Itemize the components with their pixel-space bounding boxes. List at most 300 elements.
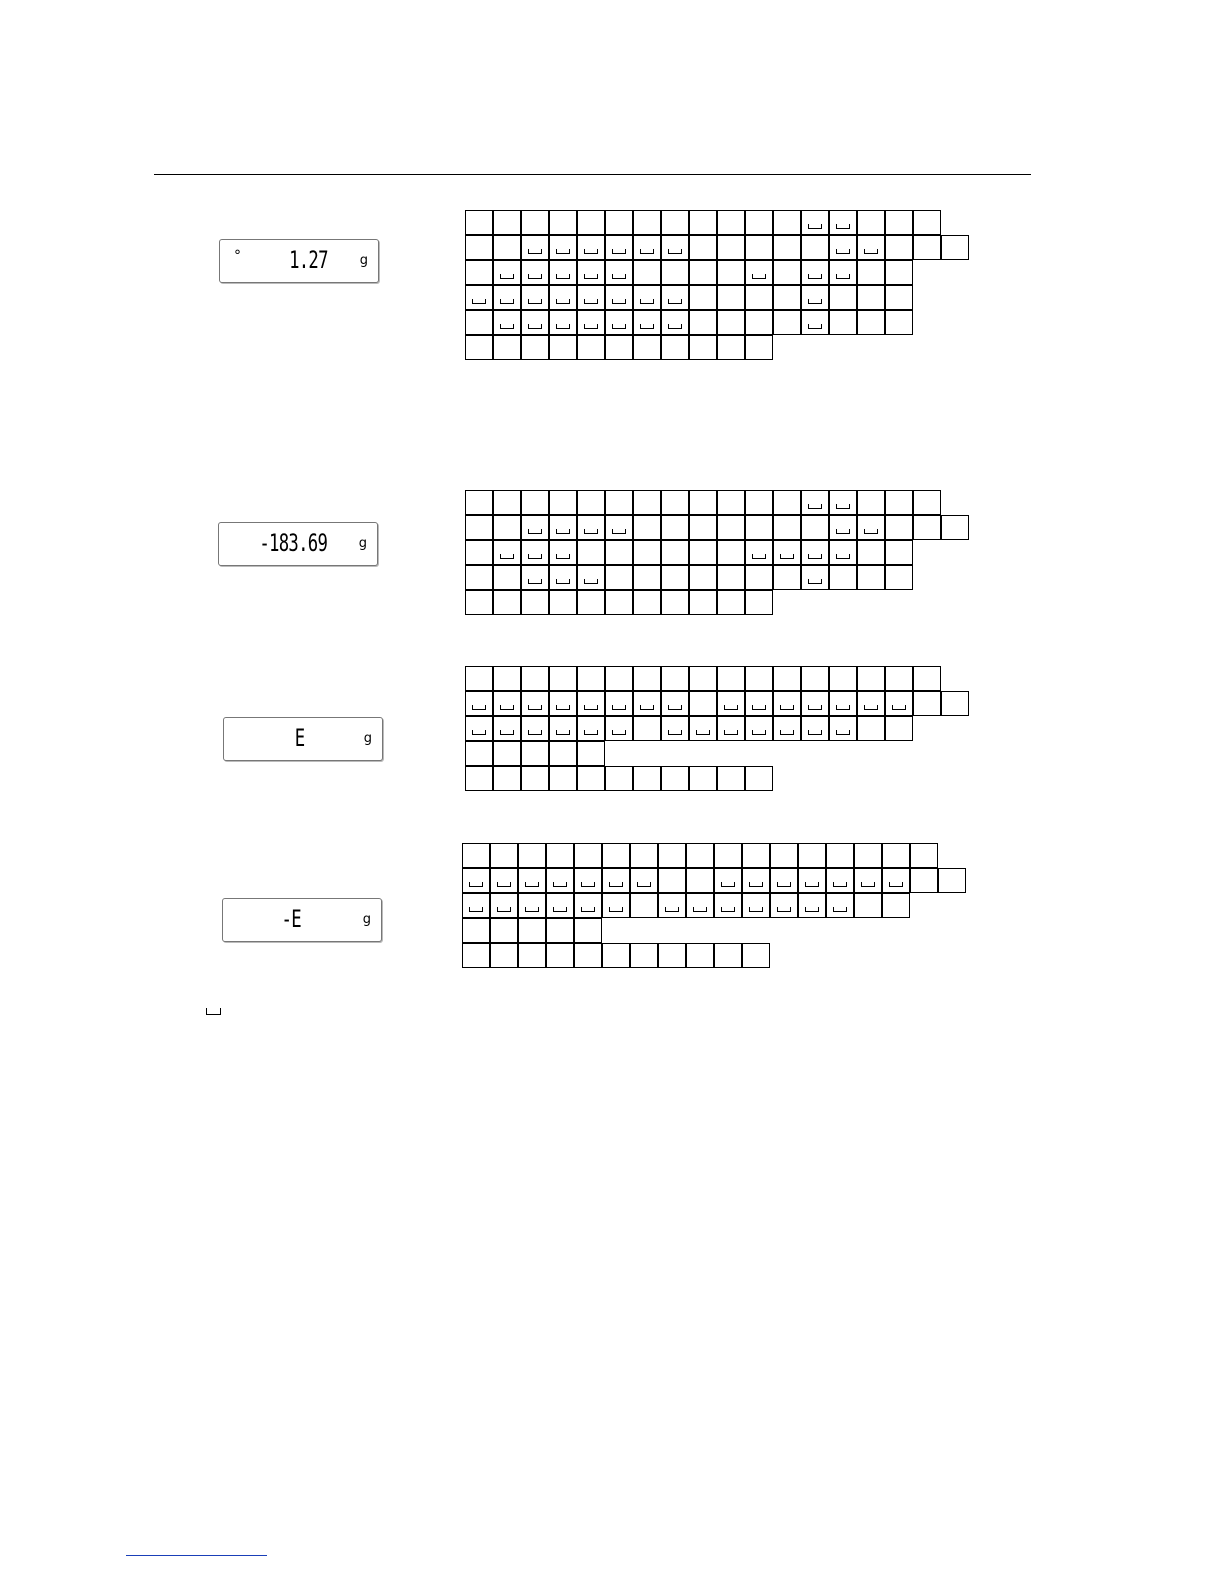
space-character-icon	[752, 274, 766, 279]
char-cell	[549, 565, 577, 590]
char-cell	[465, 691, 493, 716]
space-character-icon	[808, 705, 822, 710]
char-cell	[661, 235, 689, 260]
char-cell	[689, 260, 717, 285]
char-cell	[602, 893, 630, 918]
char-cell	[546, 893, 574, 918]
space-character-icon	[528, 529, 542, 534]
char-cell	[633, 285, 661, 310]
char-cell	[801, 285, 829, 310]
char-cell	[549, 210, 577, 235]
space-character-icon	[528, 579, 542, 584]
lcd-display-2	[218, 522, 378, 566]
char-cell	[801, 515, 829, 540]
space-character-icon	[584, 299, 598, 304]
char-cell	[493, 590, 521, 615]
space-character-icon	[668, 299, 682, 304]
char-cell	[493, 235, 521, 260]
space-character-icon	[668, 730, 682, 735]
char-cell	[465, 515, 493, 540]
char-cell	[465, 590, 493, 615]
char-cell	[605, 235, 633, 260]
char-cell	[773, 691, 801, 716]
char-cell	[770, 893, 798, 918]
char-cell	[714, 943, 742, 968]
space-character-icon	[528, 299, 542, 304]
space-character-icon	[640, 324, 654, 329]
space-character-icon	[528, 705, 542, 710]
char-cell	[521, 716, 549, 741]
char-cell	[829, 210, 857, 235]
char-cell	[493, 741, 521, 766]
char-cell	[577, 260, 605, 285]
char-cell	[770, 868, 798, 893]
char-cell	[910, 868, 938, 893]
space-character-icon	[469, 907, 483, 912]
char-cell	[913, 691, 941, 716]
char-cell	[658, 943, 686, 968]
char-cell	[521, 285, 549, 310]
char-cell	[826, 843, 854, 868]
space-character-icon	[836, 224, 850, 229]
char-cell	[546, 843, 574, 868]
char-cell	[521, 666, 549, 691]
char-cell	[493, 540, 521, 565]
char-cell	[602, 843, 630, 868]
char-cell	[717, 285, 745, 310]
char-cell	[661, 335, 689, 360]
char-cell	[717, 210, 745, 235]
display-reading: E	[294, 724, 304, 752]
space-character-icon	[206, 1008, 221, 1015]
char-cell	[577, 766, 605, 791]
char-cell	[605, 515, 633, 540]
space-character-icon	[668, 705, 682, 710]
char-cell	[605, 716, 633, 741]
char-cell	[689, 540, 717, 565]
char-cell	[465, 540, 493, 565]
char-cell	[801, 540, 829, 565]
char-cell	[658, 868, 686, 893]
space-character-icon	[668, 249, 682, 254]
char-cell	[633, 716, 661, 741]
char-cell	[857, 260, 885, 285]
char-cell	[885, 210, 913, 235]
space-character-icon	[612, 274, 626, 279]
char-cell	[462, 918, 490, 943]
char-cell	[605, 565, 633, 590]
char-cell	[717, 260, 745, 285]
char-cell	[493, 210, 521, 235]
char-cell	[661, 490, 689, 515]
space-character-icon	[500, 324, 514, 329]
char-cell	[577, 490, 605, 515]
stable-indicator-icon: °	[234, 248, 241, 264]
char-cell	[801, 716, 829, 741]
char-cell	[549, 490, 577, 515]
char-cell	[689, 515, 717, 540]
char-cell	[605, 590, 633, 615]
space-character-icon	[556, 705, 570, 710]
char-cell	[630, 843, 658, 868]
space-character-icon	[556, 249, 570, 254]
char-cell	[465, 210, 493, 235]
space-character-icon	[808, 224, 822, 229]
char-cell	[689, 210, 717, 235]
space-character-icon	[833, 882, 847, 887]
char-cell	[465, 666, 493, 691]
char-cell	[773, 716, 801, 741]
char-cell	[549, 741, 577, 766]
char-cell	[801, 666, 829, 691]
char-cell	[521, 515, 549, 540]
char-cell	[605, 766, 633, 791]
char-cell	[801, 210, 829, 235]
char-cell	[605, 691, 633, 716]
char-cell	[885, 490, 913, 515]
space-character-icon	[556, 324, 570, 329]
space-character-icon	[836, 554, 850, 559]
char-cell	[546, 943, 574, 968]
char-cell	[829, 285, 857, 310]
char-cell	[577, 285, 605, 310]
char-cell	[493, 691, 521, 716]
char-cell	[658, 843, 686, 868]
char-cell	[689, 310, 717, 335]
char-cell	[518, 843, 546, 868]
char-cell	[714, 893, 742, 918]
char-cell	[549, 691, 577, 716]
char-cell	[521, 565, 549, 590]
space-character-icon	[528, 324, 542, 329]
char-cell	[829, 260, 857, 285]
char-cell	[689, 285, 717, 310]
char-cell	[633, 540, 661, 565]
char-cell	[630, 868, 658, 893]
space-character-icon	[777, 882, 791, 887]
char-cell	[605, 666, 633, 691]
char-cell	[885, 515, 913, 540]
space-character-icon	[805, 882, 819, 887]
char-cell	[633, 335, 661, 360]
char-cell	[605, 540, 633, 565]
display-unit: g	[362, 912, 371, 927]
space-character-icon	[752, 554, 766, 559]
char-cell	[549, 766, 577, 791]
char-cell	[745, 565, 773, 590]
char-cell	[521, 691, 549, 716]
char-cell	[661, 716, 689, 741]
char-cell	[885, 260, 913, 285]
space-character-icon	[612, 529, 626, 534]
space-character-icon	[497, 907, 511, 912]
char-cell	[493, 310, 521, 335]
char-cell	[742, 843, 770, 868]
char-cell	[493, 565, 521, 590]
char-cell	[913, 490, 941, 515]
space-character-icon	[640, 299, 654, 304]
char-cell	[577, 741, 605, 766]
char-cell	[633, 590, 661, 615]
char-cell	[465, 716, 493, 741]
char-cell	[518, 868, 546, 893]
char-cell	[465, 741, 493, 766]
space-character-icon	[612, 299, 626, 304]
space-character-icon	[556, 554, 570, 559]
char-cell	[798, 843, 826, 868]
char-cell	[605, 210, 633, 235]
char-cell	[633, 310, 661, 335]
space-character-icon	[724, 705, 738, 710]
char-cell	[518, 893, 546, 918]
char-cell	[549, 590, 577, 615]
char-cell	[829, 515, 857, 540]
char-cell	[549, 515, 577, 540]
char-cell	[490, 868, 518, 893]
space-character-icon	[500, 299, 514, 304]
char-cell	[549, 335, 577, 360]
space-character-icon	[808, 554, 822, 559]
char-cell	[801, 260, 829, 285]
space-character-icon	[500, 554, 514, 559]
space-character-icon	[668, 324, 682, 329]
char-cell	[661, 691, 689, 716]
char-cell	[745, 540, 773, 565]
char-cell	[885, 716, 913, 741]
space-character-icon	[556, 730, 570, 735]
space-character-icon	[836, 705, 850, 710]
char-cell	[686, 868, 714, 893]
char-cell	[857, 666, 885, 691]
char-cell	[462, 943, 490, 968]
char-cell	[490, 918, 518, 943]
char-cell	[465, 310, 493, 335]
char-cell	[854, 868, 882, 893]
space-character-icon	[472, 730, 486, 735]
char-cell	[661, 310, 689, 335]
char-cell	[829, 490, 857, 515]
char-cell	[465, 490, 493, 515]
char-cell	[773, 260, 801, 285]
char-cell	[574, 918, 602, 943]
lcd-display-4	[222, 898, 382, 942]
char-cell	[745, 590, 773, 615]
char-cell	[630, 893, 658, 918]
char-cell	[605, 260, 633, 285]
char-cell	[857, 235, 885, 260]
char-cell	[745, 691, 773, 716]
char-cell	[717, 565, 745, 590]
char-cell	[745, 285, 773, 310]
char-cell	[605, 310, 633, 335]
space-character-icon	[584, 529, 598, 534]
display-reading: -E	[281, 905, 301, 933]
char-cell	[577, 210, 605, 235]
char-cell	[745, 235, 773, 260]
char-cell	[661, 260, 689, 285]
char-cell	[462, 893, 490, 918]
char-cell	[773, 515, 801, 540]
char-cell	[857, 540, 885, 565]
char-cell	[605, 335, 633, 360]
char-cell	[773, 210, 801, 235]
space-character-icon	[472, 299, 486, 304]
char-cell	[913, 235, 941, 260]
char-cell	[661, 210, 689, 235]
char-cell	[521, 766, 549, 791]
space-character-icon	[749, 882, 763, 887]
char-cell	[717, 666, 745, 691]
space-character-icon	[752, 705, 766, 710]
char-cell	[493, 260, 521, 285]
char-cell	[549, 310, 577, 335]
char-cell	[857, 490, 885, 515]
char-cell	[577, 235, 605, 260]
space-character-icon	[553, 907, 567, 912]
char-cell	[773, 565, 801, 590]
char-cell	[801, 691, 829, 716]
char-cell	[829, 716, 857, 741]
char-cell	[661, 766, 689, 791]
char-cell	[829, 565, 857, 590]
space-character-icon	[609, 907, 623, 912]
char-cell	[910, 843, 938, 868]
char-cell	[798, 893, 826, 918]
char-cell	[714, 843, 742, 868]
char-cell	[745, 490, 773, 515]
char-cell	[521, 335, 549, 360]
space-character-icon	[808, 579, 822, 584]
char-cell	[885, 285, 913, 310]
char-cell	[854, 843, 882, 868]
space-character-icon	[584, 705, 598, 710]
char-cell	[518, 943, 546, 968]
char-cell	[801, 235, 829, 260]
char-cell	[913, 666, 941, 691]
display-reading: 1.27	[289, 246, 328, 274]
char-cell	[689, 565, 717, 590]
space-character-icon	[693, 907, 707, 912]
char-cell	[770, 843, 798, 868]
char-cell	[717, 235, 745, 260]
char-cell	[661, 285, 689, 310]
char-cell	[605, 490, 633, 515]
space-character-icon	[836, 249, 850, 254]
char-cell	[829, 666, 857, 691]
display-unit: g	[358, 536, 367, 551]
space-character-icon	[584, 579, 598, 584]
char-cell	[549, 285, 577, 310]
char-cell	[773, 310, 801, 335]
display-unit: g	[359, 253, 368, 268]
space-character-icon	[584, 274, 598, 279]
char-cell	[633, 766, 661, 791]
char-cell	[493, 766, 521, 791]
space-character-icon	[864, 249, 878, 254]
char-cell	[633, 210, 661, 235]
char-cell	[577, 691, 605, 716]
char-cell	[549, 716, 577, 741]
char-cell	[773, 490, 801, 515]
char-cell	[521, 260, 549, 285]
space-character-icon	[721, 907, 735, 912]
space-character-icon	[556, 299, 570, 304]
char-cell	[686, 843, 714, 868]
char-cell	[493, 285, 521, 310]
space-character-icon	[696, 730, 710, 735]
char-cell	[882, 843, 910, 868]
char-cell	[465, 335, 493, 360]
char-cell	[577, 335, 605, 360]
space-character-icon	[724, 730, 738, 735]
char-cell	[686, 893, 714, 918]
space-character-icon	[889, 882, 903, 887]
char-cell	[773, 540, 801, 565]
space-character-icon	[469, 882, 483, 887]
char-cell	[633, 235, 661, 260]
char-cell	[521, 540, 549, 565]
space-character-icon	[612, 249, 626, 254]
display-reading: -183.69	[259, 529, 327, 557]
char-cell	[941, 235, 969, 260]
char-cell	[913, 515, 941, 540]
char-cell	[857, 285, 885, 310]
space-character-icon	[808, 324, 822, 329]
char-cell	[577, 540, 605, 565]
space-character-icon	[556, 579, 570, 584]
char-cell	[490, 893, 518, 918]
char-cell	[658, 893, 686, 918]
space-character-icon	[780, 730, 794, 735]
char-cell	[577, 590, 605, 615]
space-character-icon	[836, 504, 850, 509]
char-cell	[577, 716, 605, 741]
char-cell	[773, 666, 801, 691]
space-character-icon	[472, 705, 486, 710]
char-cell	[885, 540, 913, 565]
char-cell	[826, 868, 854, 893]
space-character-icon	[584, 249, 598, 254]
char-cell	[661, 515, 689, 540]
char-cell	[857, 716, 885, 741]
char-cell	[717, 335, 745, 360]
space-character-icon	[836, 274, 850, 279]
char-cell	[521, 210, 549, 235]
footer-rule	[126, 1555, 267, 1556]
space-character-icon	[864, 705, 878, 710]
space-character-icon	[553, 882, 567, 887]
char-cell	[745, 210, 773, 235]
space-character-icon	[805, 907, 819, 912]
space-character-icon	[612, 324, 626, 329]
space-character-icon	[833, 907, 847, 912]
header-rule	[154, 174, 1031, 175]
space-character-icon	[556, 529, 570, 534]
char-cell	[913, 210, 941, 235]
space-character-icon	[808, 274, 822, 279]
char-cell	[633, 666, 661, 691]
char-cell	[633, 515, 661, 540]
space-character-icon	[609, 882, 623, 887]
char-cell	[493, 716, 521, 741]
char-cell	[829, 310, 857, 335]
char-cell	[717, 490, 745, 515]
char-cell	[493, 490, 521, 515]
char-cell	[689, 235, 717, 260]
space-character-icon	[528, 554, 542, 559]
space-character-icon	[721, 882, 735, 887]
char-cell	[462, 843, 490, 868]
